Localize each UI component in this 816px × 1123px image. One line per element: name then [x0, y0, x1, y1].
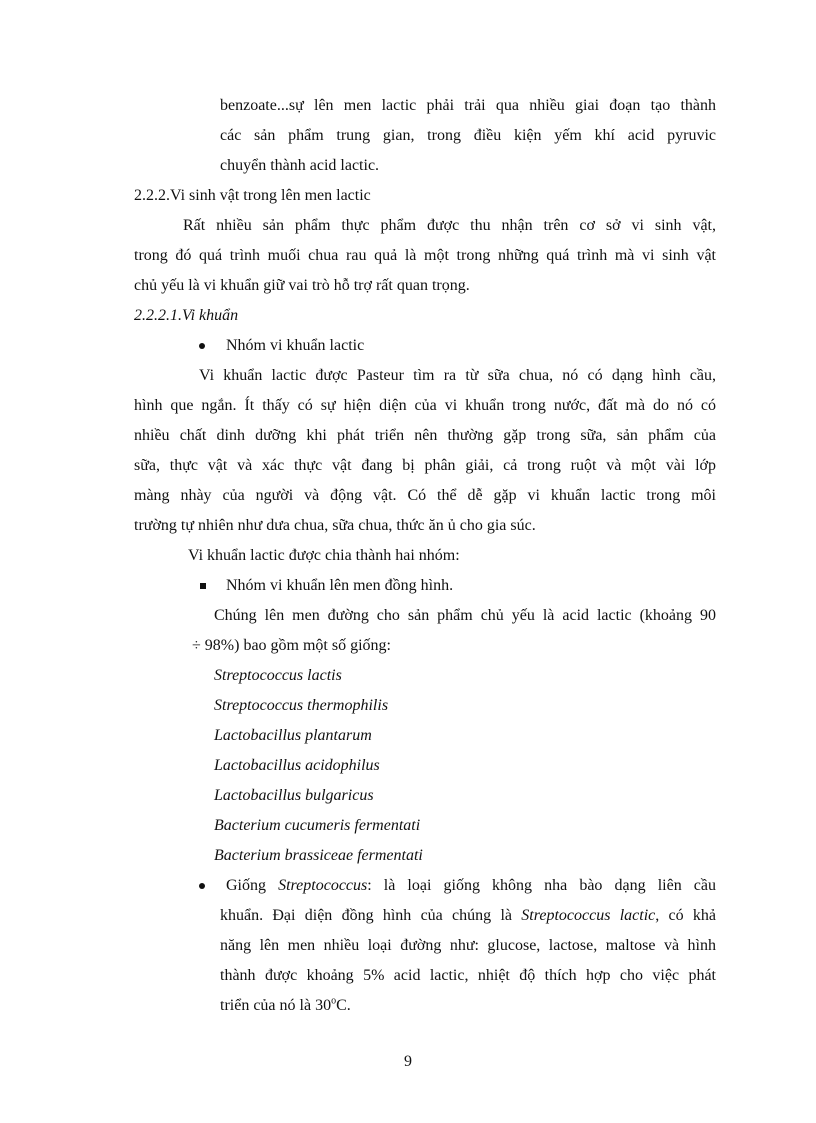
lactic-paragraph-line-6: trường tự nhiên như dưa chua, sữa chua, thức ăn ủ cho gia súc. — [134, 517, 536, 534]
species-item: Bacterium brassiceae fermentati — [214, 847, 423, 864]
species-item: Lactobacillus acidophilus — [214, 757, 380, 774]
streptococcus-species: Streptococcus lactic — [521, 907, 656, 924]
streptococcus-line-1-rest: : là loại giống không nha bào dạng liên cầu — [367, 877, 716, 894]
bullet-lactic-label: Nhóm vi khuẩn lactic — [226, 337, 365, 354]
degree-sign: o — [331, 995, 337, 1007]
page-number: 9 — [404, 1053, 412, 1070]
streptococcus-line-2-a: khuẩn. Đại diện đồng hình của chúng là — [220, 907, 522, 924]
species-item: Lactobacillus bulgaricus — [214, 787, 374, 804]
streptococcus-line-2 — [220, 906, 716, 926]
intro-paragraph-line-3: chủ yếu là vi khuẩn giữ vai trò hỗ trợ rất quan trọng. — [134, 277, 470, 294]
streptococcus-line-1 — [226, 876, 716, 896]
lactic-paragraph-line-3: nhiều chất dinh dưỡng khi phát triển nên thường gặp trong sữa, sản phẩm của — [134, 427, 716, 444]
bullet-square-icon — [200, 583, 206, 589]
top-paragraph-line-3: chuyển thành acid lactic. — [220, 157, 380, 174]
species-item: Lactobacillus plantarum — [214, 727, 372, 744]
bullet-dot-icon — [199, 883, 205, 889]
species-item: Streptococcus thermophilis — [214, 697, 389, 714]
homo-paragraph-line-2: ÷ 98%) bao gồm một số giống: — [192, 637, 391, 654]
bullet-homofermentative-label: Nhóm vi khuẩn lên men đồng hình. — [226, 577, 454, 594]
lactic-paragraph-line-2: hình que ngắn. Ít thấy có sự hiện diện của vi khuẩn trong nước, đất mà do nó có — [134, 397, 716, 414]
groups-intro: Vi khuẩn lactic được chia thành hai nhóm: — [188, 547, 460, 564]
top-paragraph-line-2: các sản phẩm trung gian, trong điều kiện yếm khí acid pyruvic — [220, 127, 716, 144]
top-paragraph-line-1: benzoate...sự lên men lactic phải trải qua nhiều giai đoạn tạo thành — [220, 97, 716, 114]
streptococcus-genus: Streptococcus — [278, 877, 368, 894]
section-heading: 2.2.2.Vi sinh vật trong lên men lactic — [134, 187, 371, 204]
streptococcus-line-2-b: , có khả — [655, 907, 717, 924]
species-item: Streptococcus lactis — [214, 667, 342, 684]
streptococcus-prefix: Giống — [226, 877, 279, 894]
streptococcus-line-5-b: C. — [336, 997, 351, 1014]
streptococcus-line-5-a: triển của nó là 30 — [220, 997, 332, 1014]
intro-paragraph-line-2: trong đó quá trình muối chua rau quả là một trong những quá trình mà vi sinh vật — [134, 247, 716, 264]
streptococcus-line-4: thành được khoảng 5% acid lactic, nhiệt độ thích hợp cho việc phát — [220, 967, 716, 984]
bullet-dot-icon — [199, 343, 205, 349]
species-item: Bacterium cucumeris fermentati — [214, 817, 421, 834]
streptococcus-line-5 — [220, 996, 351, 1016]
subsection-heading: 2.2.2.1.Vi khuẩn — [134, 307, 239, 324]
homo-paragraph-line-1: Chúng lên men đường cho sản phẩm chủ yếu là acid lactic (khoảng 90 — [214, 607, 716, 624]
lactic-paragraph-line-5: màng nhày của người và động vật. Có thể dễ gặp vi khuẩn lactic trong môi — [134, 487, 716, 504]
intro-paragraph-line-1: Rất nhiều sản phẩm thực phẩm được thu nhận trên cơ sở vi sinh vật, — [183, 217, 716, 234]
lactic-paragraph-line-4: sữa, thực vật và xác thực vật đang bị phân giải, cả trong ruột và một vài lớp — [134, 457, 716, 474]
lactic-paragraph-line-1: Vi khuẩn lactic được Pasteur tìm ra từ sữa chua, nó có dạng hình cầu, — [199, 367, 716, 384]
streptococcus-line-3: năng lên men nhiều loại đường như: glucose, lactose, maltose và hình — [220, 937, 716, 954]
